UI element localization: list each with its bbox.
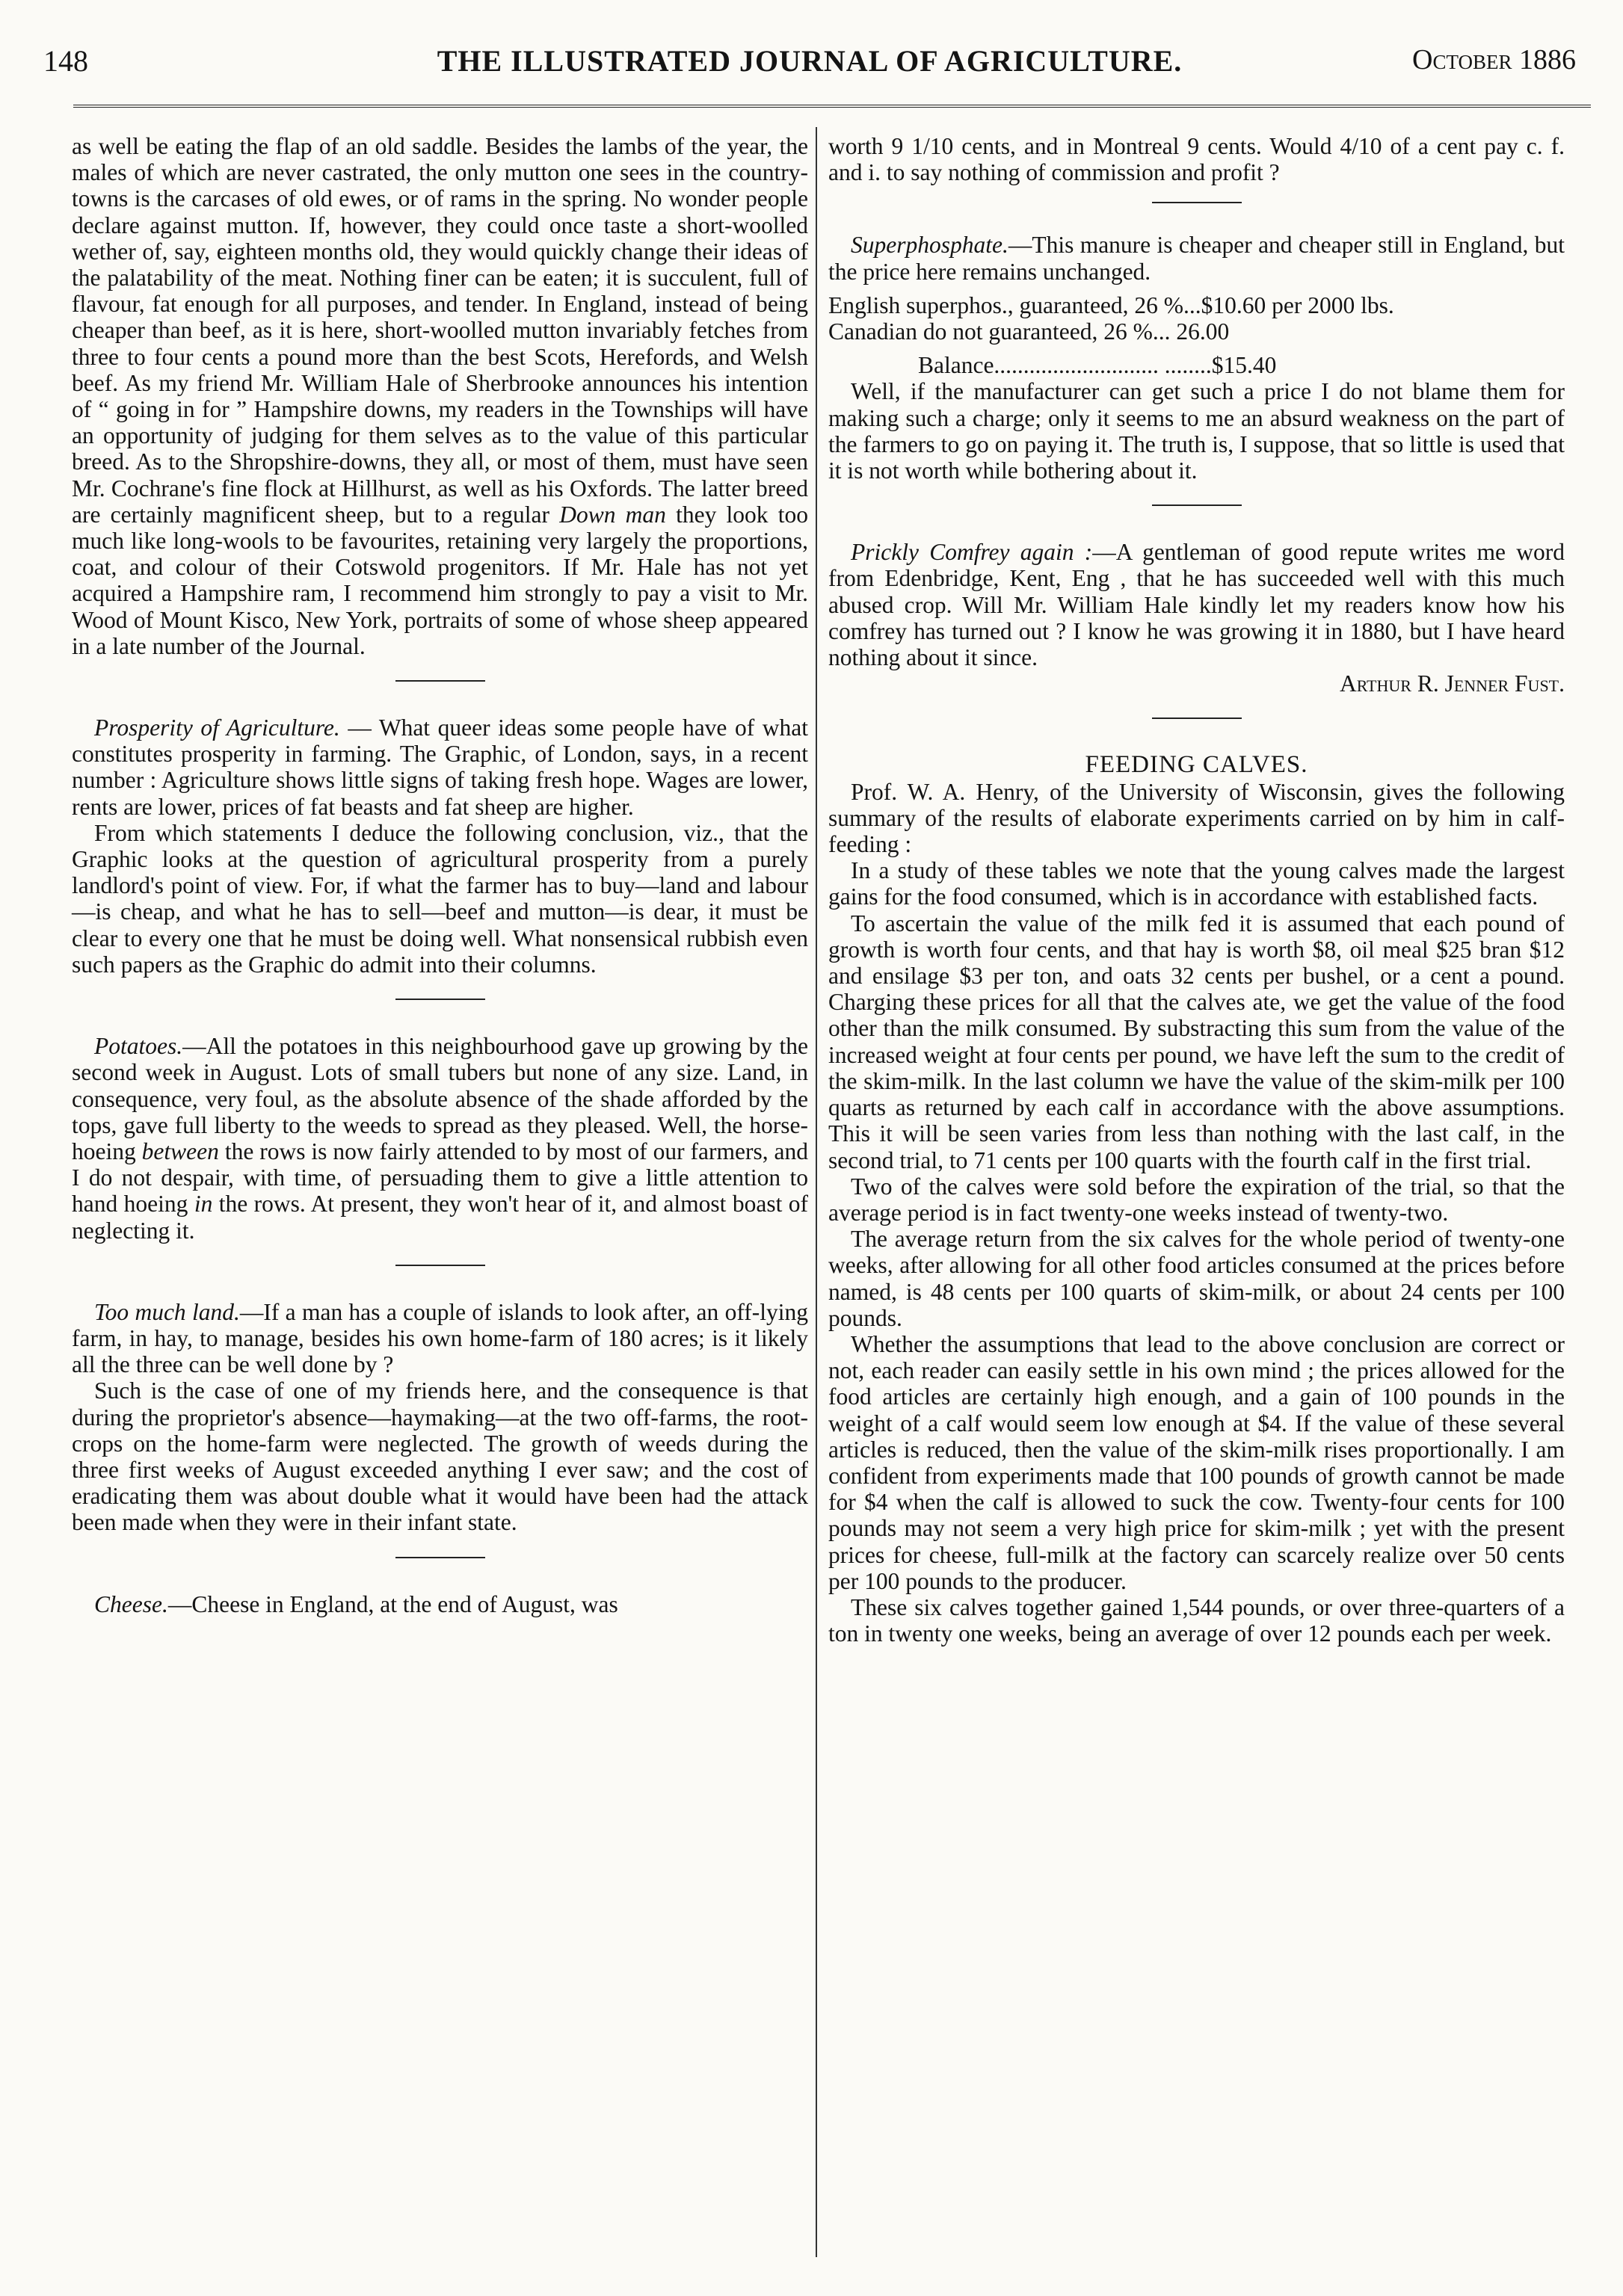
section-rule <box>395 999 485 1000</box>
paragraph-feeding-5: The average return from the six calves for the whole period of twenty-one weeks, after allowing for all other food articles consumed at the prices before named, is 48 cents per 100 quarts of skim-milk, or about 24 cents per 100 pounds. <box>828 1226 1565 1331</box>
potatoes-title: Potatoes. <box>94 1033 183 1060</box>
comfrey-title: Prickly Comfrey again : <box>851 539 1093 566</box>
price-table <box>828 292 1565 345</box>
running-header <box>43 43 1576 82</box>
paragraph-feeding-3: To ascertain the value of the milk fed it is assumed that each pound of growth is worth four cents, and that hay is worth $8, oil meal $25 bran $12 and ensilage $3 per ton, and oats 32 cents per bushel, or a cent a pound. Charging these prices for all that the calves ate, we get the value of the food other than the milk consumed. By substracting this sum from the value of the increased weight at four cents per pound, we have left the sum to the credit of the skim-milk. In the last column we have the value of the skim-milk per 100 quarts as returned by each calf in accordance with the above assumptions. This it will be seen varies from less than nothing with the last calf, in the second trial, to 71 cents per 100 quarts with the fourth calf in the first trial. <box>828 910 1565 1173</box>
paragraph-feeding-4: Two of the calves were sold before the expiration of the trial, so that the average period is in fact twenty-one weeks instead of twenty-two. <box>828 1173 1565 1226</box>
section-rule <box>1152 504 1242 506</box>
paragraph-superphosphate: Superphosphate.—This manure is cheaper and cheaper still in England, but the price here remains unchanged. <box>828 232 1565 285</box>
column-divider <box>816 127 817 2257</box>
author-signature: Arthur R. Jenner Fust. <box>1339 670 1565 697</box>
prosperity-title: Prosperity of Agriculture. <box>94 715 340 741</box>
paragraph-feeding-7: These six calves together gained 1,544 pounds, or over three-quarters of a ton in twenty one weeks, being an average of over 12 pounds each per week. <box>828 1593 1565 1647</box>
paragraph-too-much-land: Too much land.—If a man has a couple of islands to look after, an off-lying farm, in hay, to manage, besides his own home-farm of 180 acres; is it likely all the three can be well done by ? <box>72 1298 808 1378</box>
feeding-calves-heading: FEEDING CALVES. <box>1085 751 1308 779</box>
cheese-title: Cheese. <box>94 1590 168 1617</box>
section-rule <box>1152 202 1242 203</box>
paragraph-feeding-1: Prof. W. A. Henry, of the University of Wisconsin, gives the following summary of the results of elaborate experiments carried on by him in calf-feeding : <box>828 778 1565 858</box>
page-number: 148 <box>43 44 88 78</box>
section-rule <box>1152 718 1242 719</box>
paragraph-too-much-land-2: Such is the case of one of my friends here, and the consequence is that during the proprietor's absence—haymaking—at the two off-farms, the root-crops on the home-farm were neglected. The growth of weeds during the three first weeks of August exceeded anything I ever saw; and the cost of eradicating them was about double what it would have been had the attack been made when they were in their infant state. <box>72 1377 808 1536</box>
header-rule <box>73 105 1591 108</box>
paragraph-prosperity-2: From which statements I deduce the following conclusion, viz., that the Graphic looks at the question of agricultural prosperity from a purely landlord's point of view. For, if what the farmer has to buy—land and labour—is cheap, and what he has to sell—beef and mutton—is dear, it must be clear to every one that he must be doing well. What nonsensical rubbish even such papers as the Graphic do admit into their columns. <box>72 819 808 978</box>
paragraph-superphosphate-2: Well, if the manufacturer can get such a price I do not blame them for making such a charge; only it seems to me an absurd weakness on the part of the farmers to go on paying it. The truth is, I suppose, that so little is used that it is not worth while bothering about it. <box>828 378 1565 484</box>
price-row-english: English superphos., guaranteed, 26 %...$10.60 per 2000 lbs. <box>828 291 1394 318</box>
issue-date: October 1886 <box>1412 44 1576 75</box>
paragraph-cheese-cont: worth 9 1/10 cents, and in Montreal 9 cents. Would 4/10 of a cent pay c. f. and i. to say nothing of commission and profit ? <box>828 133 1565 186</box>
paragraph-cheese: Cheese.—Cheese in England, at the end of August, was <box>94 1590 618 1617</box>
journal-title: THE ILLUSTRATED JOURNAL OF AGRICULTURE. <box>437 44 1183 78</box>
paragraph-comfrey: Prickly Comfrey again :—A gentleman of good repute writes me word from Edenbridge, Kent, Eng , that he has succeeded well with this much abused crop. Will Mr. William Hale kindly let my readers know how his comfrey has turned out ? I know he was growing it in 1880, but I have heard nothing about it since. <box>828 539 1565 671</box>
paragraph-prosperity: Prosperity of Agriculture. — What queer ideas some people have of what constitutes prosperity in farming. The Graphic, of London, says, in a recent number : Agriculture shows little signs of taking fresh hope. Wages are lower, rents are lower, prices of fat beasts and fat sheep are higher. <box>72 715 808 820</box>
superphosphate-title: Superphosphate. <box>851 232 1008 259</box>
paragraph-mutton: as well be eating the flap of an old saddle. Besides the lambs of the year, the males of which are never castrated, the only mutton one sees in the country-towns is the carcases of old ewes, or of rams in the spring. No wonder people declare against mutton. If, however, they could once taste a short-woolled wether of, say, eighteen months old, they would quickly change their ideas of the palatability of the meat. Nothing finer can be eaten; it is succulent, full of flavour, fat enough for all purposes, and tender. In England, instead of being cheaper than beef, as it is here, short-woolled mutton invariably fetches from three to four cents a pound more than the best Scots, Herefords, and Welsh beef. As my friend Mr. William Hale of Sherbrooke announces his intention of “ going in for ” Hampshire downs, my readers in the Townships will have an opportunity of judging for them selves as to the value of this particular breed. As to the Shropshire-downs, they all, or most of them, must have seen Mr. Cochrane's fine flock at Hillhurst, as well as his Oxfords. The latter breed are certainly magnificent sheep, but to a regular Down man they look too much like long-wools to be favourites, retaining very largely the proportions, coat, and colour of their Cotswold progenitors. If Mr. Hale has not yet acquired a Hampshire ram, I recommend him strongly to pay a visit to Mr. Wood of Mount Kisco, New York, portraits of some of whose sheep appeared in a late number of the Journal. <box>72 133 809 659</box>
left-column <box>72 133 808 1617</box>
paragraph-feeding-6: Whether the assumptions that lead to the above conclusion are correct or not, each reader can easily settle in his own mind ; the prices allowed for the food articles are certainly high enough, and a gain of 100 pounds in the weight of a calf would seem low enough at $4. If the value of these several articles is reduced, then the value of the skim-milk rises proportionally. I am confident from experiments made that 100 pounds of growth cannot be made for $4 when the calf is allowed to suck the cow. Twenty-four cents for 100 pounds may not seem a very high price for skim-milk ; yet with the present prices for cheese, full-milk at the factory can scarcely realize over 50 cents per 100 pounds to the producer. <box>828 1330 1565 1594</box>
paragraph-potatoes: Potatoes.—All the potatoes in this neighbourhood gave up growing by the second week in August. Lots of small tubers but none of any size. Land, in consequence, very foul, as the absolute absence of the shade afforded by the tops, gave full liberty to the weeds to spread as they pleased. Well, the horse-hoeing between the rows is now fairly attended to by most of our farmers, and I do not despair, with time, of persuading them to give a little attention to hand hoeing in the rows. At present, they won't hear of it, and almost boast of neglecting it. <box>72 1033 809 1244</box>
too-much-land-title: Too much land. <box>94 1298 240 1325</box>
section-rule <box>395 1265 485 1266</box>
section-rule <box>395 680 485 682</box>
price-balance: Balance............................ ........$15.40 <box>918 352 1277 379</box>
section-rule <box>395 1557 485 1558</box>
paragraph-feeding-2: In a study of these tables we note that the young calves made the largest gains for the food consumed, which is in accordance with established facts. <box>828 857 1565 910</box>
right-column <box>828 133 1565 1647</box>
italic-down-man: Down man <box>559 501 666 528</box>
price-row-canadian: Canadian do not guaranteed, 26 %... 26.00 <box>828 318 1230 345</box>
